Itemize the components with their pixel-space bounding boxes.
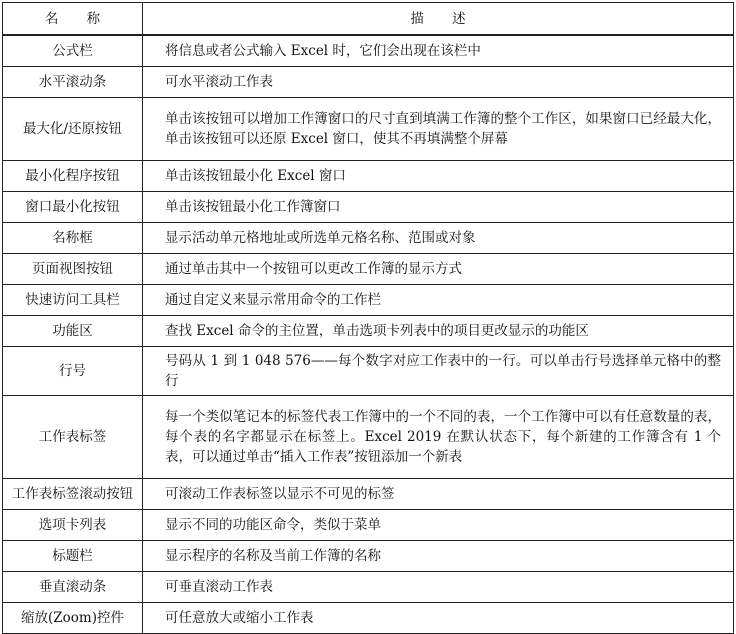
term-description-cell: 可垂直滚动工作表 — [143, 571, 734, 602]
term-description-cell: 号码从 1 到 1 048 576——每个数字对应工作表中的一行。可以单击行号选择单元格中的整行 — [143, 346, 734, 395]
term-name-cell: 垂直滚动条 — [3, 571, 143, 602]
term-description-cell: 将信息或者公式输入 Excel 时，它们会出现在该栏中 — [143, 35, 734, 66]
term-name-cell: 页面视图按钮 — [3, 253, 143, 284]
table-row — [3, 222, 734, 253]
term-name-cell: 名称框 — [3, 222, 143, 253]
table-row — [3, 395, 734, 478]
term-description-cell: 可水平滚动工作表 — [143, 66, 734, 97]
header-row — [3, 3, 734, 36]
term-name-cell: 快速访问工具栏 — [3, 284, 143, 315]
term-description-cell: 显示程序的名称及当前工作簿的名称 — [143, 540, 734, 571]
table-row — [3, 191, 734, 222]
table-row — [3, 540, 734, 571]
term-name-cell: 最小化程序按钮 — [3, 160, 143, 191]
table-row — [3, 346, 734, 395]
header-name-cell: 名 称 — [3, 3, 143, 36]
term-name-cell: 公式栏 — [3, 35, 143, 66]
term-description-cell: 可滚动工作表标签以显示不可见的标签 — [143, 478, 734, 509]
term-description-cell: 单击该按钮最小化工作簿窗口 — [143, 191, 734, 222]
term-description-cell: 每一个类似笔记本的标签代表工作簿中的一个不同的表，一个工作簿中可以有任意数量的表，每个表的名字都显示在标签上。Excel 2019 在默认状态下，每个新建的工作簿含有 1 个表，可以通过单击“插入工作表”按钮添加一个新表 — [143, 395, 734, 478]
header-description-cell: 描 述 — [143, 3, 734, 36]
table-row — [3, 160, 734, 191]
table-row — [3, 509, 734, 540]
term-name-cell: 工作表标签 — [3, 395, 143, 478]
table-row — [3, 97, 734, 160]
table-body — [3, 35, 734, 633]
term-name-cell: 行号 — [3, 346, 143, 395]
table-row — [3, 571, 734, 602]
term-name-cell: 水平滚动条 — [3, 66, 143, 97]
term-name-cell: 工作表标签滚动按钮 — [3, 478, 143, 509]
table-row — [3, 35, 734, 66]
term-description-cell: 通过单击其中一个按钮可以更改工作簿的显示方式 — [143, 253, 734, 284]
table-row — [3, 602, 734, 633]
table-row — [3, 253, 734, 284]
term-description-cell: 显示活动单元格地址或所选单元格名称、范围或对象 — [143, 222, 734, 253]
term-description-cell: 单击该按钮最小化 Excel 窗口 — [143, 160, 734, 191]
term-description-cell: 单击该按钮可以增加工作簿窗口的尺寸直到填满工作簿的整个工作区，如果窗口已经最大化，单击该按钮可以还原 Excel 窗口，使其不再填满整个屏幕 — [143, 97, 734, 160]
table-row — [3, 66, 734, 97]
term-description-cell: 通过自定义来显示常用命令的工作栏 — [143, 284, 734, 315]
term-description-cell: 查找 Excel 命令的主位置，单击选项卡列表中的项目更改显示的功能区 — [143, 315, 734, 346]
term-name-cell: 选项卡列表 — [3, 509, 143, 540]
table-row — [3, 478, 734, 509]
table-row — [3, 315, 734, 346]
term-name-cell: 窗口最小化按钮 — [3, 191, 143, 222]
term-name-cell: 标题栏 — [3, 540, 143, 571]
excel-interface-terms-table — [2, 2, 734, 634]
table-row — [3, 284, 734, 315]
term-name-cell: 最大化/还原按钮 — [3, 97, 143, 160]
term-name-cell: 缩放(Zoom)控件 — [3, 602, 143, 633]
term-description-cell: 显示不同的功能区命令，类似于菜单 — [143, 509, 734, 540]
table-header — [3, 3, 734, 36]
term-description-cell: 可任意放大或缩小工作表 — [143, 602, 734, 633]
term-name-cell: 功能区 — [3, 315, 143, 346]
